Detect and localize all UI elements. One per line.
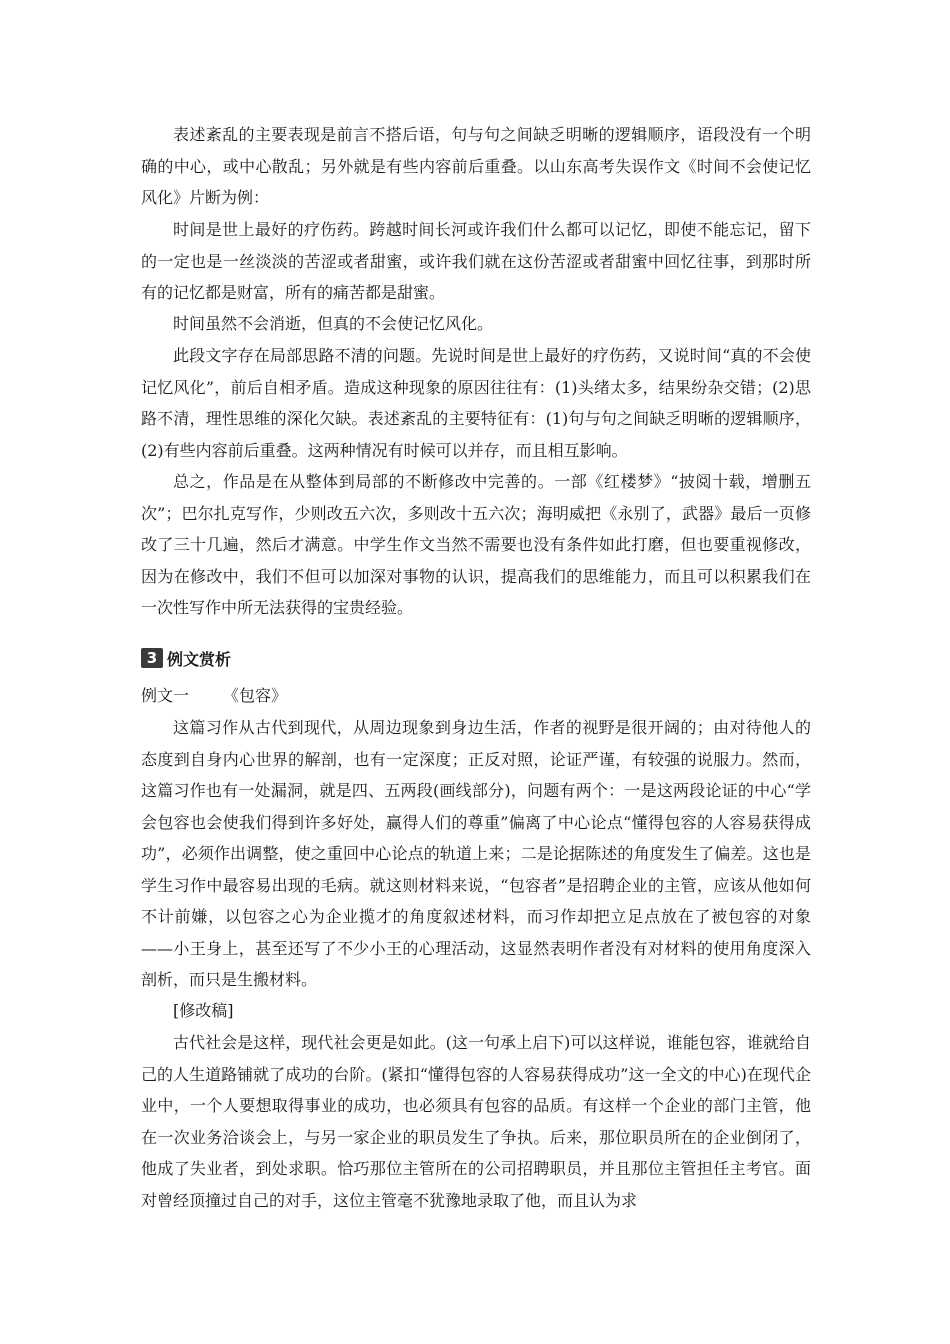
paragraph-analysis: 此段文字存在局部思路不清的问题。先说时间是世上最好的疗伤药，又说时间“真的不会使记忆风化”，前后自相矛盾。造成这种现象的原因往往有：(1)头绪太多，结果纷杂交错；(2)思路不清，理性思维的深化欠缺。表述紊乱的主要特征有：(1)句与句之间缺乏明晰的逻辑顺序，(2)有些内容前后重叠。这两种情况有时候可以并存，而且相互影响。 (141, 346, 811, 460)
example-title: 《包容》 (223, 686, 288, 705)
revision-label: [修改稿] (173, 1001, 234, 1020)
paragraph-quote-1: 时间是世上最好的疗伤药。跨越时间长河或许我们什么都可以记忆，即使不能忘记，留下的一定也是一丝淡淡的苦涩或者甜蜜，或许我们就在这份苦涩或者甜蜜中回忆往事，到那时所有的记忆都是财富，所有的痛苦都是甜蜜。 (141, 220, 811, 302)
paragraph-summary: 总之，作品是在从整体到局部的不断修改中完善的。一部《红楼梦》“披阅十载，增删五次”；巴尔扎克写作，少则改五六次，多则改十五六次；海明威把《永别了，武器》最后一页修改了三十几遍，然后才满意。中学生作文当然不需要也没有条件如此打磨，但也要重视修改，因为在修改中，我们不但可以加深对事物的认识，提高我们的思维能力，而且可以积累我们在一次性写作中所无法获得的宝贵经验。 (141, 472, 811, 617)
section-number-badge: 3 (141, 648, 163, 668)
example-heading (141, 680, 287, 712)
paragraph-intro: 表述紊乱的主要表现是前言不搭后语，句与句之间缺乏明晰的逻辑顺序，语段没有一个明确的中心，或中心散乱；另外就是有些内容前后重叠。以山东高考失误作文《时间不会使记忆风化》片断为例： (141, 125, 811, 207)
paragraph-quote-2: 时间虽然不会消逝，但真的不会使记忆风化。 (173, 314, 494, 333)
paragraph-commentary: 这篇习作从古代到现代，从周边现象到身边生活，作者的视野是很开阔的；由对待他人的态度到自身内心世界的解剖，也有一定深度；正反对照，论证严谨，有较强的说服力。然而，这篇习作也有一处漏洞，就是四、五两段(画线部分)，问题有两个：一是这两段论证的中心“学会包容也会使我们得到许多好处，赢得人们的尊重”偏离了中心论点“懂得包容的人容易获得成功”，必须作出调整，使之重回中心论点的轨道上来；二是论据陈述的角度发生了偏差。这也是学生习作中最容易出现的毛病。就这则材料来说，“包容者”是招聘企业的主管，应该从他如何不计前嫌，以包容之心为企业揽才的角度叙述材料，而习作却把立足点放在了被包容的对象——小王身上，甚至还写了不少小王的心理活动，这显然表明作者没有对材料的使用角度深入剖析，而只是生搬材料。 (141, 718, 811, 989)
section-title: 例文赏析 (167, 649, 232, 669)
section-heading (141, 647, 231, 669)
example-label: 例文一 (141, 686, 190, 705)
paragraph-revision: 古代社会是这样，现代社会更是如此。(这一句承上启下)可以这样说，谁能包容，谁就给自己的人生道路铺就了成功的台阶。(紧扣“懂得包容的人容易获得成功”这一全文的中心)在现代企业中，一个人要想取得事业的成功，也必须具有包容的品质。有这样一个企业的部门主管，他在一次业务洽谈会上，与另一家企业的职员发生了争执。后来，那位职员所在的企业倒闭了，他成了失业者，到处求职。恰巧那位主管所在的公司招聘职员，并且那位主管担任主考官。面对曾经顶撞过自己的对手，这位主管毫不犹豫地录取了他，而且认为求 (141, 1033, 811, 1210)
